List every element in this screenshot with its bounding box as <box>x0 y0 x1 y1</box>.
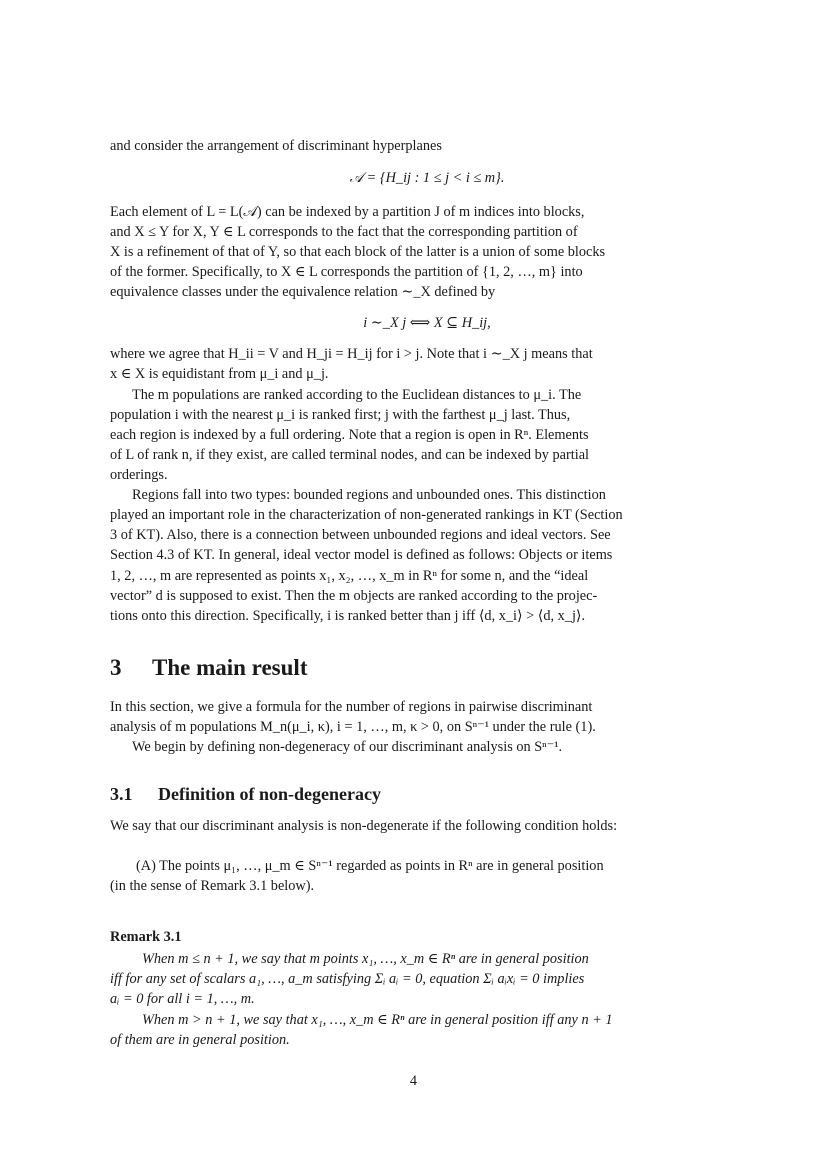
text-line: We say that our discriminant analysis is non-degenerate if the following condition holds: <box>110 818 618 834</box>
text-line: vector” d is supposed to exist. Then the m objects are ranked according to the projec- <box>110 588 598 604</box>
text-line: Regions fall into two types: bounded regions and unbounded ones. This distinction <box>132 487 606 503</box>
text-line: tions onto this direction. Specifically, i is ranked better than j iff ⟨d, x_i⟩ > ⟨d, x_j⟩. <box>110 608 586 624</box>
text-line: In this section, we give a formula for the number of regions in pairwise discriminant <box>110 699 593 715</box>
text-line: x ∈ X is equidistant from μ_i and μ_j. <box>110 366 329 382</box>
text-line: 1, 2, …, m are represented as points x₁, x₂, …, x_m in Rⁿ for some n, and the “ideal <box>110 568 589 584</box>
text-line: 3 of KT). Also, there is a connection between unbounded regions and ideal vectors. See <box>110 527 611 543</box>
text-line: aᵢ = 0 for all i = 1, …, m. <box>110 991 255 1007</box>
text-line: When m > n + 1, we say that x₁, …, x_m ∈ Rⁿ are in general position iff any n + 1 <box>142 1012 613 1028</box>
text-line: and X ≤ Y for X, Y ∈ L corresponds to the fact that the corresponding partition of <box>110 224 578 240</box>
text-line: of L of rank n, if they exist, are called terminal nodes, and can be indexed by partial <box>110 447 590 463</box>
text-line: Section 4.3 of KT. In general, ideal vector model is defined as follows: Objects or items <box>110 547 613 563</box>
text-line: We begin by defining non-degeneracy of our discriminant analysis on Sⁿ⁻¹. <box>132 739 563 755</box>
intro-line: and consider the arrangement of discriminant hyperplanes <box>110 138 442 154</box>
text-line: The m populations are ranked according to the Euclidean distances to μ_i. The <box>132 387 582 403</box>
remark-heading: Remark 3.1 <box>110 929 182 945</box>
text-line: Each element of L = L(𝒜) can be indexed by a partition J of m indices into blocks, <box>110 204 585 220</box>
text-line: of them are in general position. <box>110 1032 290 1048</box>
section-number: 3 <box>110 655 122 680</box>
section-heading-3-1 <box>110 784 381 805</box>
page-number: 4 <box>409 1073 418 1089</box>
equation-equivalence: i ∼_X j ⟺ X ⊆ H_ij, <box>363 315 491 331</box>
equation-arrangement: 𝒜 = {H_ij : 1 ≤ j < i ≤ m}. <box>349 170 505 186</box>
text-line: orderings. <box>110 467 168 483</box>
text-line: each region is indexed by a full ordering. Note that a region is open in Rⁿ. Elements <box>110 427 589 443</box>
text-line: (in the sense of Remark 3.1 below). <box>110 878 315 894</box>
text-line: population i with the nearest μ_i is ranked first; j with the farthest μ_j last. Thus, <box>110 407 571 423</box>
section-title: Definition of non-degeneracy <box>158 784 381 804</box>
section-heading-3 <box>110 655 307 681</box>
text-line: (A) The points μ₁, …, μ_m ∈ Sⁿ⁻¹ regarded as points in Rⁿ are in general position <box>136 858 604 874</box>
section-number: 3.1 <box>110 784 133 804</box>
text-line: played an important role in the characterization of non-generated rankings in KT (Section <box>110 507 623 523</box>
text-line: where we agree that H_ii = V and H_ji = H_ij for i > j. Note that i ∼_X j means that <box>110 346 593 362</box>
text-line: X is a refinement of that of Y, so that each block of the latter is a union of some blocks <box>110 244 606 260</box>
text-line: equivalence classes under the equivalence relation ∼_X defined by <box>110 284 496 300</box>
text-line: of the former. Specifically, to X ∈ L corresponds the partition of {1, 2, …, m} into <box>110 264 583 280</box>
text-line: When m ≤ n + 1, we say that m points x₁, …, x_m ∈ Rⁿ are in general position <box>142 951 589 967</box>
text-line: iff for any set of scalars a₁, …, a_m satisfying Σᵢ aᵢ = 0, equation Σᵢ aᵢxᵢ = 0 implies <box>110 971 585 987</box>
text-line: analysis of m populations M_n(μ_i, κ), i = 1, …, m, κ > 0, on Sⁿ⁻¹ under the rule (1). <box>110 719 596 735</box>
section-title: The main result <box>152 655 308 680</box>
